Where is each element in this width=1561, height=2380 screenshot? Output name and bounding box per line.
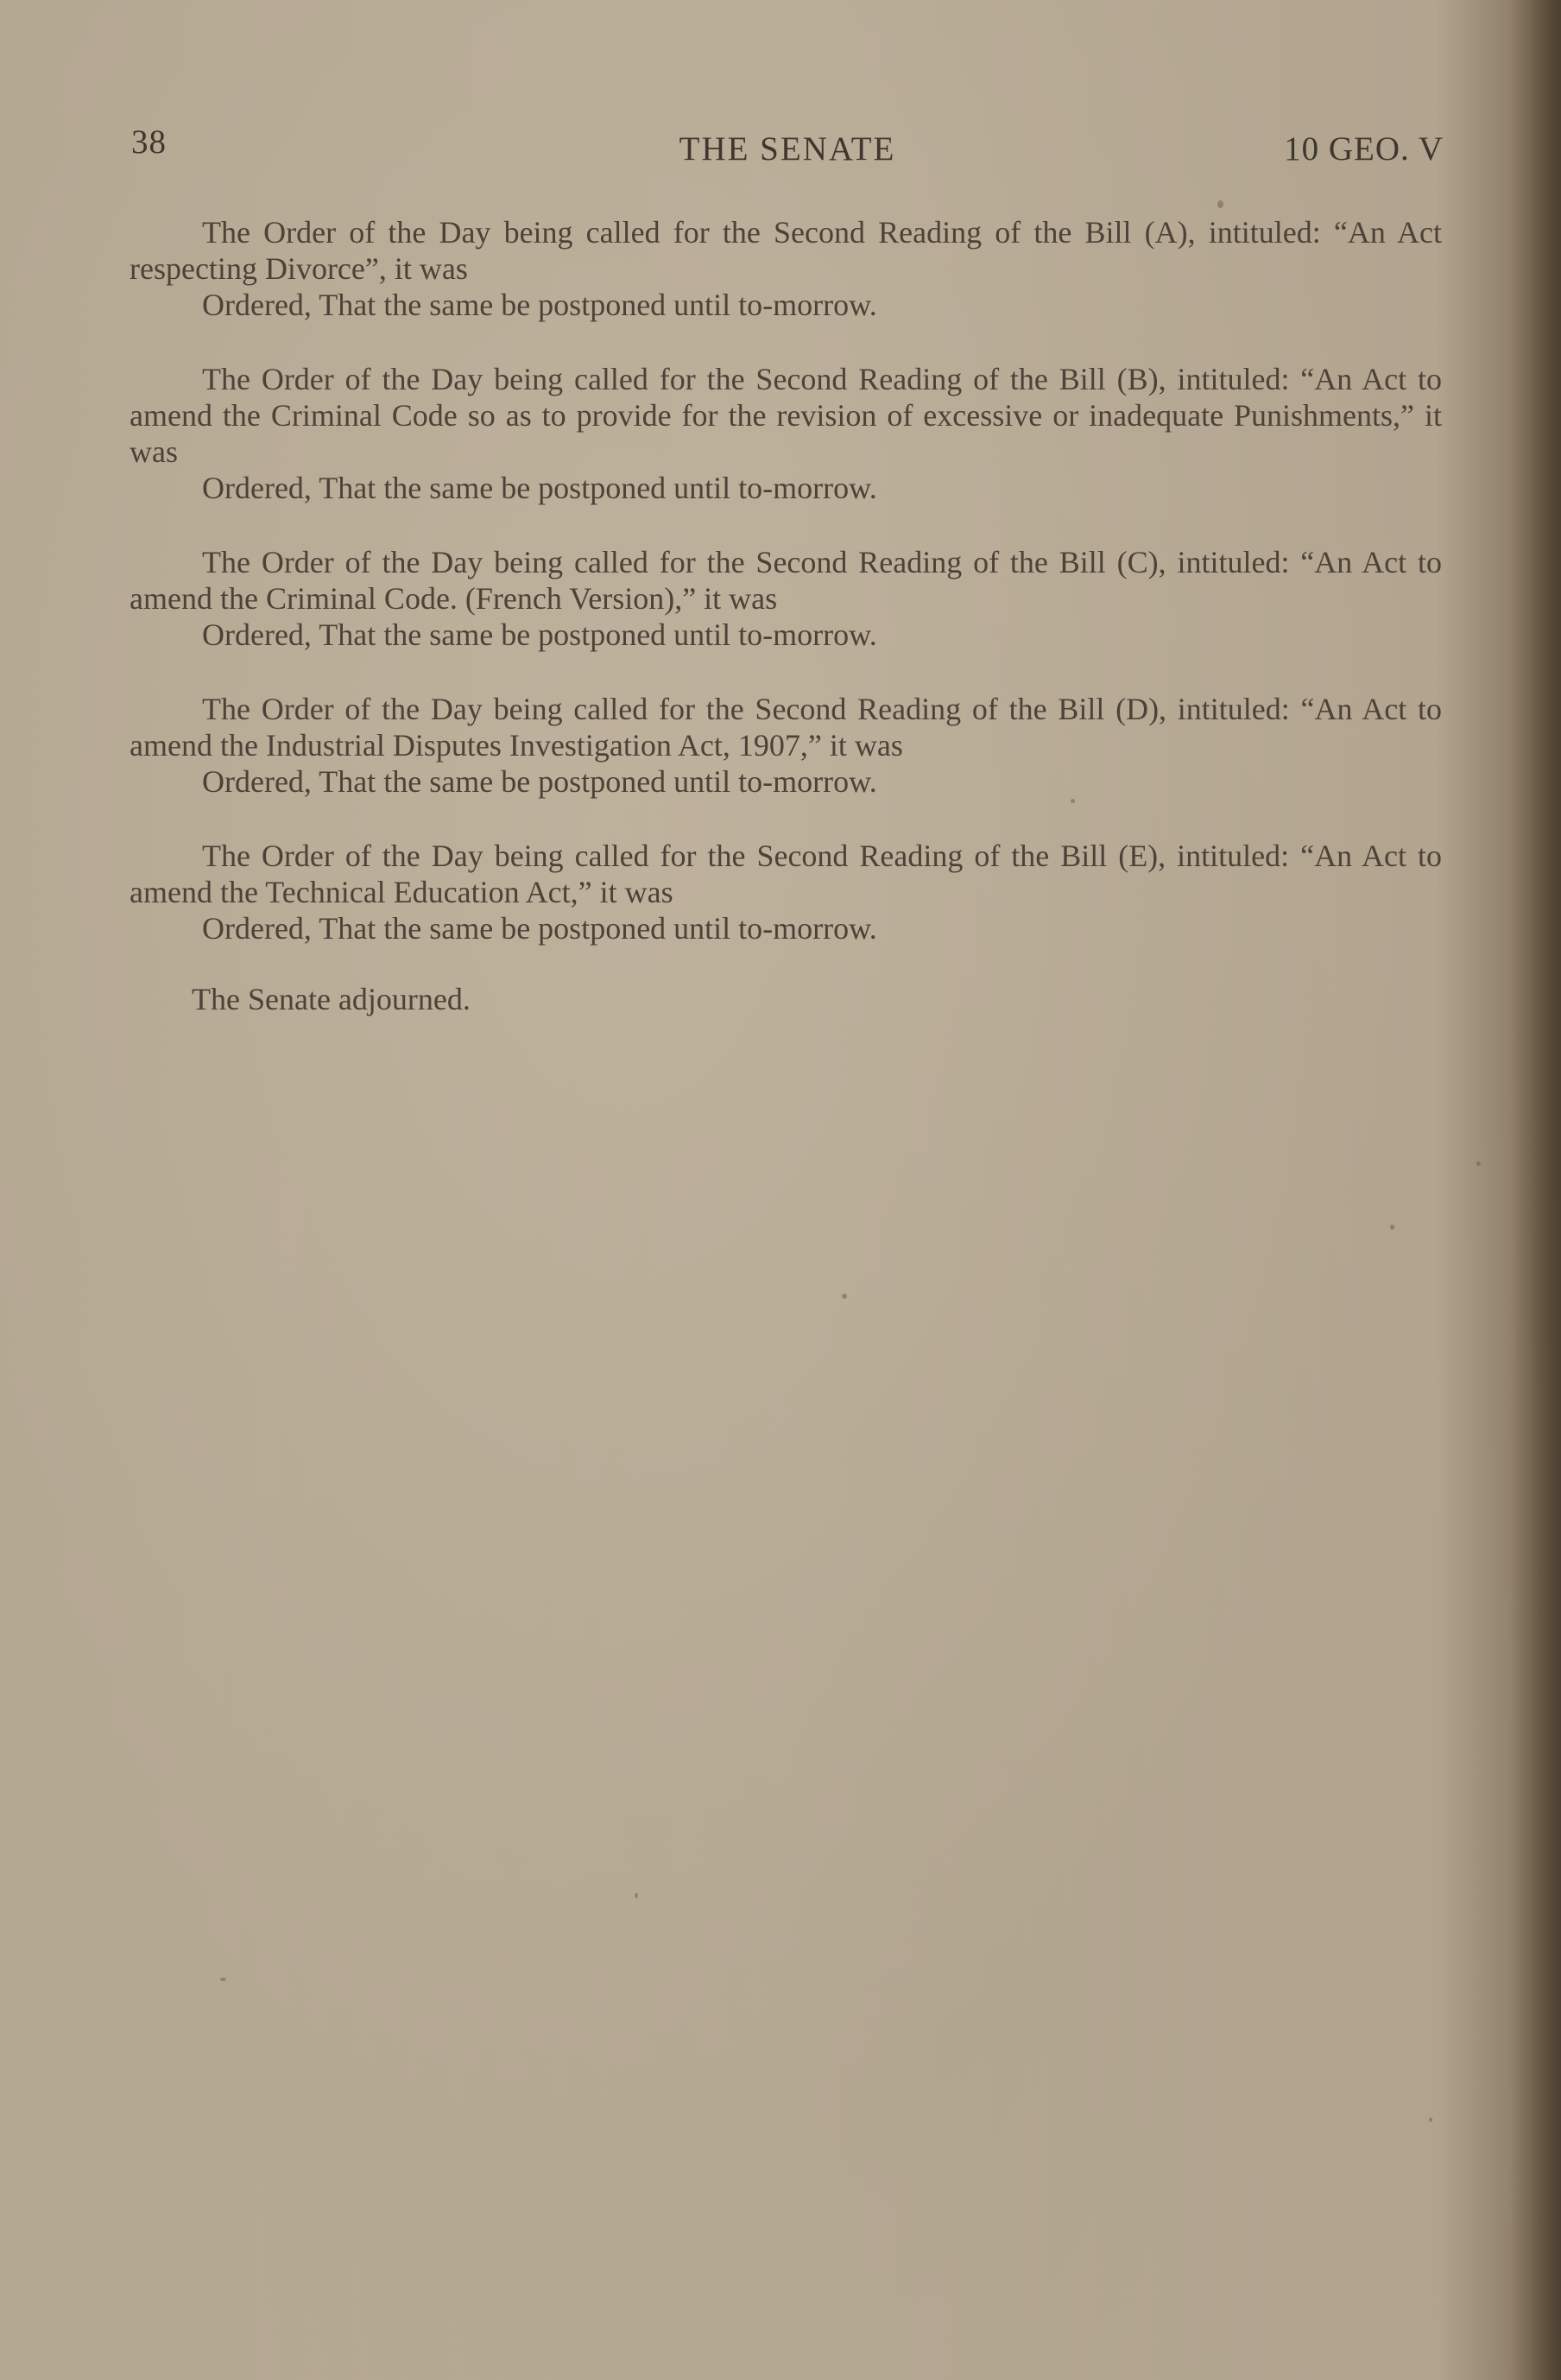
paper-speck [1217, 200, 1223, 208]
order-resolution: Ordered, That the same be postponed until to-morrow. [202, 911, 877, 946]
order-text: The Order of the Day being called for the Second Reading of the Bill (B), intituled: “An Act to amend the Criminal Code so as to provide for the revision of excessive or inadequate Punishments,” it was [130, 362, 1442, 469]
page-body [130, 214, 1442, 1048]
paper-speck [220, 1978, 226, 1981]
paper-speck [635, 1893, 638, 1898]
page-header [131, 123, 1444, 174]
order-resolution: Ordered, That the same be postponed until to-morrow. [202, 288, 877, 322]
order-resolution: Ordered, That the same be postponed until to-morrow. [202, 764, 877, 799]
paper-speck [1390, 1225, 1394, 1230]
order-entry-bill-b [130, 361, 1442, 506]
paper-speck [842, 1294, 847, 1299]
running-title: THE SENATE [679, 130, 896, 168]
session-label: 10 GEO. V [1284, 130, 1444, 168]
paper-speck [1071, 799, 1075, 803]
order-entry-bill-c [130, 544, 1442, 653]
order-text: The Order of the Day being called for the Second Reading of the Bill (C), intituled: “An Act to amend the Criminal Code. (French Version),” it was [130, 545, 1442, 616]
order-text: The Order of the Day being called for the Second Reading of the Bill (A), intituled: “An Act respecting Divorce”, it was [130, 215, 1442, 286]
paper-speck [1476, 1162, 1481, 1166]
order-resolution: Ordered, That the same be postponed until to-morrow. [202, 471, 877, 505]
page-edge-shadow [1509, 0, 1561, 2380]
order-resolution: Ordered, That the same be postponed until to-morrow. [202, 617, 877, 652]
order-entry-bill-e [130, 838, 1442, 946]
order-text: The Order of the Day being called for the Second Reading of the Bill (D), intituled: “An Act to amend the Industrial Disputes Investigation Act, 1907,” it was [130, 692, 1442, 763]
page-number: 38 [131, 123, 167, 161]
adjournment-note: The Senate adjourned. [192, 982, 471, 1016]
order-entry-bill-a [130, 214, 1442, 323]
order-entry-bill-d [130, 691, 1442, 800]
paper-speck [1429, 2117, 1432, 2122]
order-text: The Order of the Day being called for the Second Reading of the Bill (E), intituled: “An Act to amend the Technical Education Act,” it was [130, 839, 1442, 909]
